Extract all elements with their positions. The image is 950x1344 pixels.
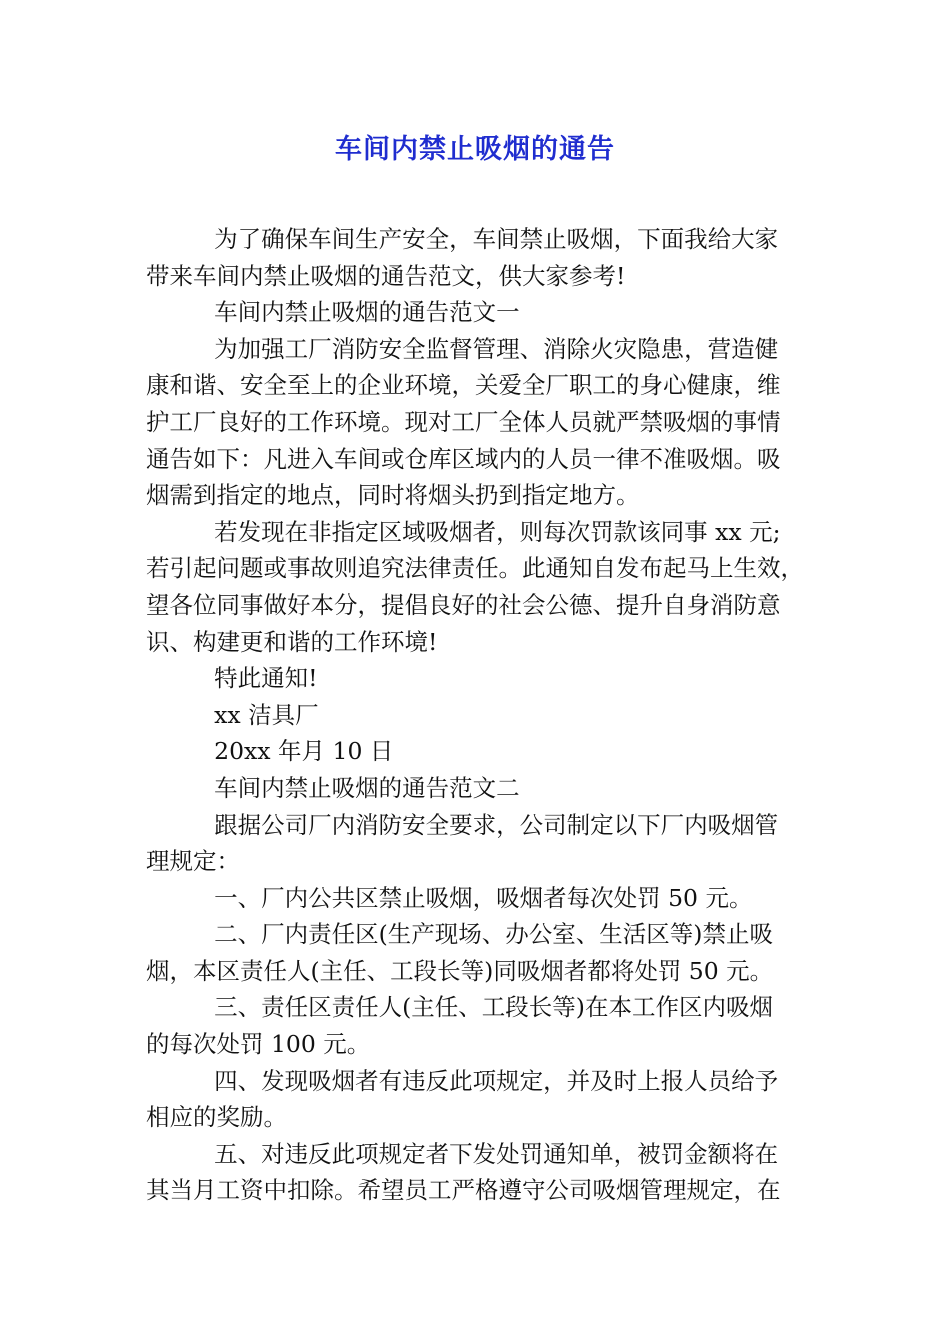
paragraph-intro: 为了确保车间生产安全，车间禁止吸烟，下面我给大家 带来车间内禁止吸烟的通告范文，供大家参考! <box>146 225 779 290</box>
document-title: 车间内禁止吸烟的通告 <box>335 134 615 165</box>
paragraph-issuer: xx 洁具厂 <box>214 700 319 729</box>
paragraph-rule-two: 二、厂内责任区(生产现场、办公室、生活区等)禁止吸 烟，本区责任人(主任、工段长等)同吸烟者都将处罚 50 元。 <box>146 920 774 985</box>
paragraph-sample-two-intro: 跟据公司厂内消防安全要求，公司制定以下厂内吸烟管 理规定： <box>146 810 779 876</box>
paragraph-rule-five: 五、对违反此项规定者下发处罚通知单，被罚金额将在 其当月工资中扣除。希望员工严格遵守公司吸烟管理规定，在 <box>146 1139 781 1205</box>
paragraph-rule-three: 三、责任区责任人(主任、工段长等)在本工作区内吸烟 的每次处罚 100 元。 <box>146 993 773 1059</box>
paragraph-sample-one-heading: 车间内禁止吸烟的通告范文一 <box>214 298 520 327</box>
paragraph-sample-one-body: 为加强工厂消防安全监督管理、消除火灾隐患，营造健 康和谐、安全至上的企业环境，关爱全厂职工的身心健康，维 护工厂良好的工作环境。现对工厂全体人员就严禁吸烟的事情 通告如下：凡进入车间或仓库区域内的人员一律不准吸烟。吸 烟需到指定的地点，同时将烟头扔到指定地方。 <box>146 334 781 510</box>
paragraph-notice-closing: 特此通知! <box>214 664 318 693</box>
paragraph-date: 20xx 年月 10 日 <box>214 737 394 766</box>
document-body <box>146 221 804 1209</box>
paragraph-rule-one: 一、厂内公共区禁止吸烟，吸烟者每次处罚 50 元。 <box>214 883 753 912</box>
paragraph-sample-two-heading: 车间内禁止吸烟的通告范文二 <box>214 773 520 802</box>
paragraph-rule-four: 四、发现吸烟者有违反此项规定，并及时上报人员给予 相应的奖励。 <box>146 1066 779 1132</box>
paragraph-penalty: 若发现在非指定区域吸烟者，则每次罚款该同事 xx 元; 若引起问题或事故则追究法律责任。此通知自发布起马上生效， 望各位同事做好本分，提倡良好的社会公德、提升自身消防意 识、构建更和谐的工作环境! <box>146 517 804 656</box>
